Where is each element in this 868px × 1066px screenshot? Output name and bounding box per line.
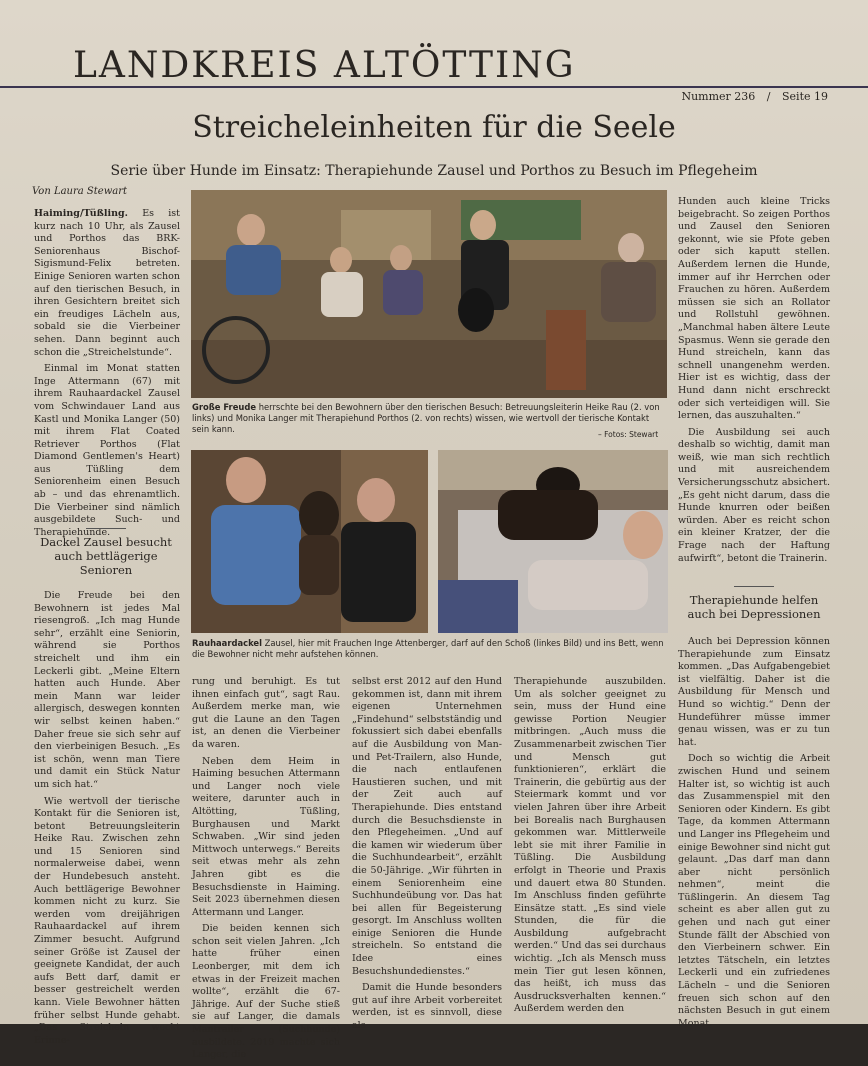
header-rule (0, 86, 868, 88)
issue-info (681, 90, 828, 103)
paragraph: Doch so wichtig die Arbeit zwischen Hund und seinem Halter ist, so wichtig ist auch das Zusammenspiel mit den Senioren oder Kindern. Es gibt Tage, da kommen Attermann und Langer ins Pflegeheim und einige Bewohner sind nicht gut gelaunt. „Das darf man dann aber nicht persönlich nehmen“, meint die Tüßlingerin. An diesem Tag scheint es aber allen gut zu gehen und nach gut einer Stunde fällt der Abschied von den Vierbeinern schwer. Ein letztes Tätscheln, ein letztes Leckerli und ein zufriedenes Lächeln – und die Senioren freuen sich schon auf den nächsten Besuch in gut einem Monat. (678, 753, 830, 1029)
caption-top (192, 402, 668, 435)
column-3 (352, 676, 502, 1037)
caption-lead: Große Freude (192, 402, 257, 412)
issue-number: Nummer 236 (681, 90, 756, 103)
paragraph: rung und beruhigt. Es tut ihnen einfach gut“, sagt Rau. Außerdem merke man, wie gut die Laune an den Tagen ist, an denen die Vierbeiner da waren. (192, 676, 340, 750)
paragraph: Hunden auch kleine Tricks beigebracht. So zeigen Porthos und Zausel den Senioren gekonnt, wie sie Pfote geben oder sich kaputt stellen. Außerdem lernen die Hunde, immer auf ihr Herrchen oder Frauchen zu hören. Außerdem müssen sie sich an Rollator und Rollstuhl gewöhnen. „Manchmal haben ältere Leute Spasmus. Wenn sie gerade den Hund streicheln, kann das schnell unangenehm werden. Hier ist es wichtig, dass der Hund dann nicht erschreckt oder sich verteidigen will. Sie lernen, das auszuhalten.“ (678, 196, 830, 422)
paragraph: Die Freude bei den Bewohnern ist jedes Mal riesengroß. „Ich mag Hunde sehr“, erzählt eine Seniorin, während sie Porthos streichelt und ihm ein Leckerli gibt. „Meine Eltern hatten auch Hunde. Aber mein Mann war leider allergisch, deswegen konnten wir selbst keinen haben.“ Daher freue sie sich sehr auf den vierbeinigen Besuch. „Es ist schön, wenn man Tiere und damit ein Stück Natur um sich hat.“ (34, 590, 180, 790)
paragraph: selbst erst 2012 auf den Hund gekommen ist, dann mit ihrem eigenen Unternehmen „Findehund“ selbstständig und fokussiert sich dabei ebenfalls auf die Ausbildung von Man- und Pet-Trailern, also Hunde, die nach entlaufenen Haustieren suchen, und mit der Zeit auch auf Therapiehunde. Dies entstand durch die Besuchsdienste in den Pflegeheimen. „Und auf die kamen wir wiederum über die Suchhundearbeit“, erzählt die 50-Jährige. „Wir führten in einem Seniorenheim eine Suchhundeübung vor. Das hat bei allen für Begeisterung gesorgt. Im Anschluss wollten einige Senioren die Hunde streicheln. So entstand die Idee eines Besuchshundedienstes.“ (352, 676, 503, 977)
caption-text: herrschte bei den Bewohnern über den tierischen Besuch: Betreuungsleiterin Heike Rau (2. von links) und Monika Langer mit Therapiehund Porthos (2. von rechts) wissen, wie wertvoll der tierische Kontakt sein kann. (192, 402, 660, 434)
photo-dachshund-bed (438, 450, 668, 633)
column-2 (192, 676, 340, 1066)
caption-text: Zausel, hier mit Frauchen Inge Attenberger, darf auf den Schoß (linkes Bild) und ins Bett, wenn die Bewohner nicht mehr aufstehen können. (192, 638, 664, 659)
paragraph: Einmal im Monat statten Inge Attermann (67) mit ihrem Rauhaardackel Zausel vom Schwindauer Land aus Kastl und Monika Langer (50) mit ihrem Flat Coated Retriever Porthos (Flat Diamond Gentlemen's Heart) aus Tüßling dem Seniorenheim einen Besuch ab – und das ehrenamtlich. Die Vierbeiner sind nämlich ausgebildete Such- und Therapiehunde. (34, 363, 180, 538)
paragraph: Haiming/Tüßling. Es ist kurz nach 10 Uhr, als Zausel und Porthos das BRK-Seniorenhaus Bischof-Sigismund-Felix betreten. Einige Senioren warten schon auf den tierischen Besuch, in ihren Gesichtern breitet sich ein freudiges Lächeln aus, sobald sie die Vierbeiner sehen. Dann beginnt auch schon die „Streichelstunde“. (34, 208, 180, 358)
section-title: LANDKREIS ALTÖTTING (73, 45, 576, 86)
headline: Streicheleinheiten für die Seele (192, 110, 676, 145)
section-heading-1: Dackel Zausel besucht auch bettlägerige Senioren (30, 528, 182, 577)
column-1-intro (34, 208, 180, 543)
page-number: Seite 19 (782, 90, 828, 103)
byline: Von Laura Stewart (32, 186, 128, 197)
subheadline: Serie über Hunde im Einsatz: Therapiehunde Zausel und Porthos zu Besuch im Pflegeheim (110, 163, 758, 179)
photo-dachshund-lap (191, 450, 428, 633)
caption-lead: Rauhaardackel (192, 638, 262, 648)
caption-bottom (192, 638, 668, 660)
issue-separator: / (766, 90, 771, 103)
section-heading-2: Therapiehunde helfen auch bei Depressionen (676, 586, 832, 621)
photo-credit: – Fotos: Stewart (598, 430, 659, 439)
paragraph: Die beiden kennen sich schon seit vielen Jahren. „Ich hatte früher einen Leonberger, mit dem ich etwas in der Freizeit machen wollte“, erzählt die 67-Jährige. Auf der Suche stieß sie auf Langer, die damals Mantrailer (Suchhunde) ausbildete. 2019 machte sich Langer, die (192, 923, 340, 1061)
paragraph: Damit die Hunde besonders gut auf ihre Arbeit vorbereitet werden, ist es sinnvoll, diese als (352, 982, 502, 1032)
photo-illustration (191, 190, 667, 398)
column-4 (514, 676, 666, 1020)
photo-seniors-with-dog (191, 190, 667, 398)
paragraph: Neben dem Heim in Haiming besuchen Attermann und Langer noch viele weitere, darunter auch in Altötting, Tüßling, Burghausen und Markt Schwaben. „Wir sind jeden Mittwoch unterwegs.“ Bereits seit etwas mehr als zehn Jahren gibt es die Besuchsdienste in Haiming. Seit 2023 übernehmen diesen Attermann und Langer. (192, 755, 340, 918)
paragraph: Die Ausbildung sei auch deshalb so wichtig, damit man weiß, wie man sich rechtlich und mit ausreichendem Versicherungsschutz absichert. „Es geht nicht darum, dass die Hunde knurren oder beißen würden. Aber es reicht schon ein kleiner Kratzer, der die Frage nach der Haftung aufwirft“, betont die Trainerin. (678, 426, 830, 564)
column-5-body (678, 636, 830, 1034)
photo-illustration (438, 450, 668, 633)
paragraph: Wie wertvoll der tierische Kontakt für die Senioren ist, betont Betreuungsleiterin Heike Rau. Zwischen zehn und 15 Senioren sind normalerweise dabei, wenn der Hundebesuch ansteht. Auch bettlägerige Bewohner kommen nicht zu kurz. Sie werden vom dreijährigen Rauhaardackel auf ihrem Zimmer besucht. Aufgrund seiner Größe ist Zausel der geeignete Kandidat, der auch aufs Bett darf, damit er besser gestreichelt werden kann. Viele Bewohner hätten früher selbst Hunde gehabt. „Das Streicheln weckt Erinne- (34, 795, 180, 1046)
paragraph: Auch bei Depression können Therapiehunde zum Einsatz kommen. „Das Aufgabengebiet ist vielfältig. Daher ist die Ausbildung für Mensch und Hund so wichtig.“ Denn der Hundeführer müsse immer genau wissen, was er zu tun hat. (678, 636, 830, 748)
dateline: Haiming/Tüßling. (34, 208, 128, 219)
photo-illustration (191, 450, 428, 633)
paragraph: Therapiehunde auszubilden. Um als solcher geeignet zu sein, muss der Hund eine gewisse Portion Neugier mitbringen. „Auch muss die Zusammenarbeit zwischen Tier und Mensch gut funktionieren“, erklärt die Trainerin, die gebürtig aus der Steiermark kommt und vor vielen Jahren über ihre Arbeit bei Borealis nach Burghausen gekommen war. Mittlerweile lebt sie mit ihrer Familie in Tüßling. Die Ausbildung erfolgt in Theorie und Praxis und dauert etwa 80 Stunden. Im Anschluss finden geführte Einsätze statt. „Es sind viele Stunden, die für die Ausbildung aufgebracht werden.“ Und das sei durchaus wichtig. „Ich als Mensch muss mein Tier gut lesen können, das heißt, ich muss das Ausdrucksverhalten kennen.“ Außerdem werden den (514, 676, 666, 1015)
column-5-top (678, 196, 830, 569)
column-1-body (34, 590, 180, 1051)
